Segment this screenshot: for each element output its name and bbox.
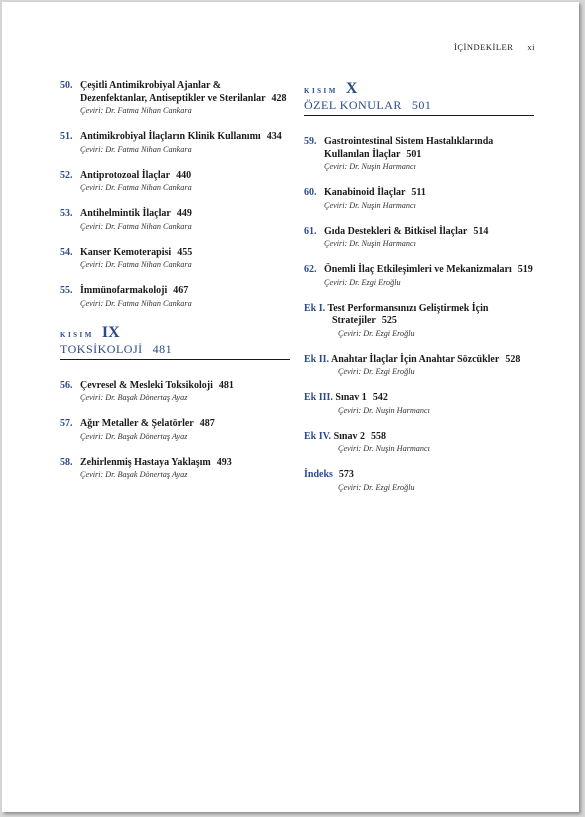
entry-page: 493 — [216, 456, 232, 468]
appendix-entry[interactable] — [304, 354, 534, 378]
entry-translator: Çeviri: Dr. Fatma Nihan Cankara — [80, 106, 192, 115]
entry-number: 58. — [60, 456, 73, 468]
toc-entry[interactable] — [60, 208, 290, 232]
entry-translator: Çeviri: Dr. Ezgi Eroğlu — [324, 277, 401, 287]
entry-title: Antimikrobiyal İlaçların Klinik Kullanımı — [80, 131, 261, 142]
part-ix-heading — [60, 324, 290, 360]
index-label: İndeks — [304, 469, 333, 480]
entry-translator: Çeviri: Dr. Nuşin Harmancı — [338, 405, 430, 415]
entry-number: 56. — [60, 379, 73, 391]
entry-translator: Çeviri: Dr. Nuşin Harmancı — [338, 444, 430, 453]
entry-page: 558 — [370, 430, 386, 442]
entry-page: 528 — [505, 353, 521, 365]
index-entry[interactable] — [304, 469, 534, 493]
entry-title: Sınav 2 — [333, 430, 365, 442]
entry-page: 525 — [381, 315, 397, 326]
entry-page: 481 — [218, 379, 234, 391]
toc-entry[interactable] — [60, 80, 290, 116]
toc-entry[interactable] — [60, 247, 290, 271]
entry-title: Test Performansınızı Geliştirmek İçin Stratejiler — [327, 302, 489, 326]
entry-number: 55. — [60, 285, 73, 296]
entry-translator: Çeviri: Dr. Fatma Nihan Cankara — [80, 183, 192, 192]
part-title-text: ÖZEL KONULAR — [304, 98, 402, 112]
index-page: 573 — [338, 469, 354, 480]
part-title — [60, 342, 290, 360]
right-column — [304, 80, 534, 508]
toc-entry[interactable] — [60, 380, 290, 404]
appendix-number: Ek II. — [304, 353, 330, 365]
part-x-heading — [304, 80, 534, 116]
part-page: 501 — [411, 98, 432, 112]
appendix-number: Ek IV. — [304, 430, 332, 442]
left-column — [60, 80, 290, 495]
entry-translator: Çeviri: Dr. Nuşin Harmancı — [324, 239, 416, 248]
appendix-entry[interactable] — [304, 303, 534, 339]
appendix-entry[interactable] — [304, 431, 534, 455]
toc-entry[interactable] — [60, 131, 290, 155]
entry-page: 440 — [176, 169, 192, 181]
entry-number: 54. — [60, 246, 73, 258]
entry-title: Gıda Destekleri & Bitkisel İlaçlar — [324, 225, 468, 237]
entry-translator: Çeviri: Dr. Başak Dönertaş Ayaz — [80, 393, 188, 402]
entry-number: 62. — [304, 264, 317, 275]
entry-translator: Çeviri: Dr. Başak Dönertaş Ayaz — [80, 431, 188, 441]
part-label: KISIM — [60, 330, 94, 339]
entry-number: 52. — [60, 169, 73, 181]
entry-title: Gastrointestinal Sistem Hastalıklarında Kullanılan İlaçlar — [324, 136, 494, 160]
part-title — [304, 98, 534, 116]
entry-translator: Çeviri: Dr. Fatma Nihan Cankara — [80, 260, 192, 269]
entry-page: 449 — [176, 208, 192, 219]
entry-title: Ağır Metaller & Şelatörler — [80, 418, 194, 429]
header-section: İÇİNDEKİLER — [454, 42, 514, 52]
entry-number: 57. — [60, 418, 73, 429]
index-translator: Çeviri: Dr. Ezgi Eroğlu — [338, 482, 415, 492]
entry-number: 53. — [60, 208, 73, 219]
toc-entry[interactable] — [60, 170, 290, 194]
entry-page: 428 — [271, 92, 287, 104]
entry-page: 467 — [173, 285, 189, 296]
entry-title: Kanabinoid İlaçlar — [324, 187, 406, 198]
appendix-number: Ek III. — [304, 392, 333, 403]
entry-title: Kanser Kemoterapisi — [80, 246, 172, 258]
running-header — [454, 42, 535, 52]
entry-page: 514 — [473, 225, 489, 237]
entry-translator: Çeviri: Dr. Fatma Nihan Cankara — [80, 144, 192, 154]
toc-entry[interactable] — [60, 418, 290, 442]
entry-title: Antiprotozoal İlaçlar — [80, 169, 171, 181]
entry-title: Anahtar İlaçlar İçin Anahtar Sözcükler — [330, 353, 500, 365]
entry-number: 60. — [304, 187, 317, 198]
toc-entry[interactable] — [304, 187, 534, 211]
part-title-text: TOKSİKOLOJİ — [60, 341, 143, 356]
entry-translator: Çeviri: Dr. Başak Dönertaş Ayaz — [80, 470, 188, 479]
entry-number: 50. — [60, 80, 73, 91]
entry-title: Önemli İlaç Etkileşimleri ve Mekanizmaları — [324, 264, 512, 275]
entry-number: 51. — [60, 131, 73, 142]
entry-title: Çeşitli Antimikrobiyal Ajanlar & Dezenfektanlar, Antiseptikler ve Sterilanlar — [80, 80, 266, 104]
entry-page: 434 — [266, 131, 282, 142]
entry-title: İmmünofarmakoloji — [80, 285, 168, 296]
entry-title: Çevresel & Mesleki Toksikoloji — [80, 379, 213, 391]
header-page-number: xi — [527, 42, 535, 52]
entry-translator: Çeviri: Dr. Nuşin Harmancı — [324, 200, 416, 210]
entry-number: 59. — [304, 136, 317, 147]
toc-entry[interactable] — [304, 226, 534, 250]
entry-translator: Çeviri: Dr. Fatma Nihan Cankara — [80, 298, 192, 308]
part-page: 481 — [152, 341, 173, 356]
entry-page: 511 — [411, 187, 426, 198]
entry-translator: Çeviri: Dr. Nuşin Harmancı — [324, 162, 416, 171]
part-number: IX — [101, 323, 120, 341]
toc-entry[interactable] — [304, 264, 534, 288]
toc-entry[interactable] — [60, 285, 290, 309]
entry-translator: Çeviri: Dr. Ezgi Eroğlu — [338, 328, 415, 338]
part-number: X — [345, 80, 358, 97]
appendix-entry[interactable] — [304, 392, 534, 416]
entry-page: 487 — [199, 418, 215, 429]
toc-entry[interactable] — [60, 457, 290, 481]
toc-entry[interactable] — [304, 136, 534, 172]
entry-number: 61. — [304, 225, 317, 237]
entry-translator: Çeviri: Dr. Ezgi Eroğlu — [338, 367, 415, 376]
entry-page: 455 — [177, 246, 193, 258]
entry-title: Sınav 1 — [335, 392, 367, 403]
document-page — [2, 2, 579, 812]
entry-page: 519 — [517, 264, 533, 275]
appendix-number: Ek I. — [304, 302, 326, 314]
entry-page: 501 — [406, 148, 422, 160]
entry-page: 542 — [372, 392, 388, 403]
entry-translator: Çeviri: Dr. Fatma Nihan Cankara — [80, 221, 192, 231]
part-label: KISIM — [304, 87, 338, 95]
entry-title: Zehirlenmiş Hastaya Yaklaşım — [80, 456, 211, 468]
entry-title: Antihelmintik İlaçlar — [80, 208, 171, 219]
